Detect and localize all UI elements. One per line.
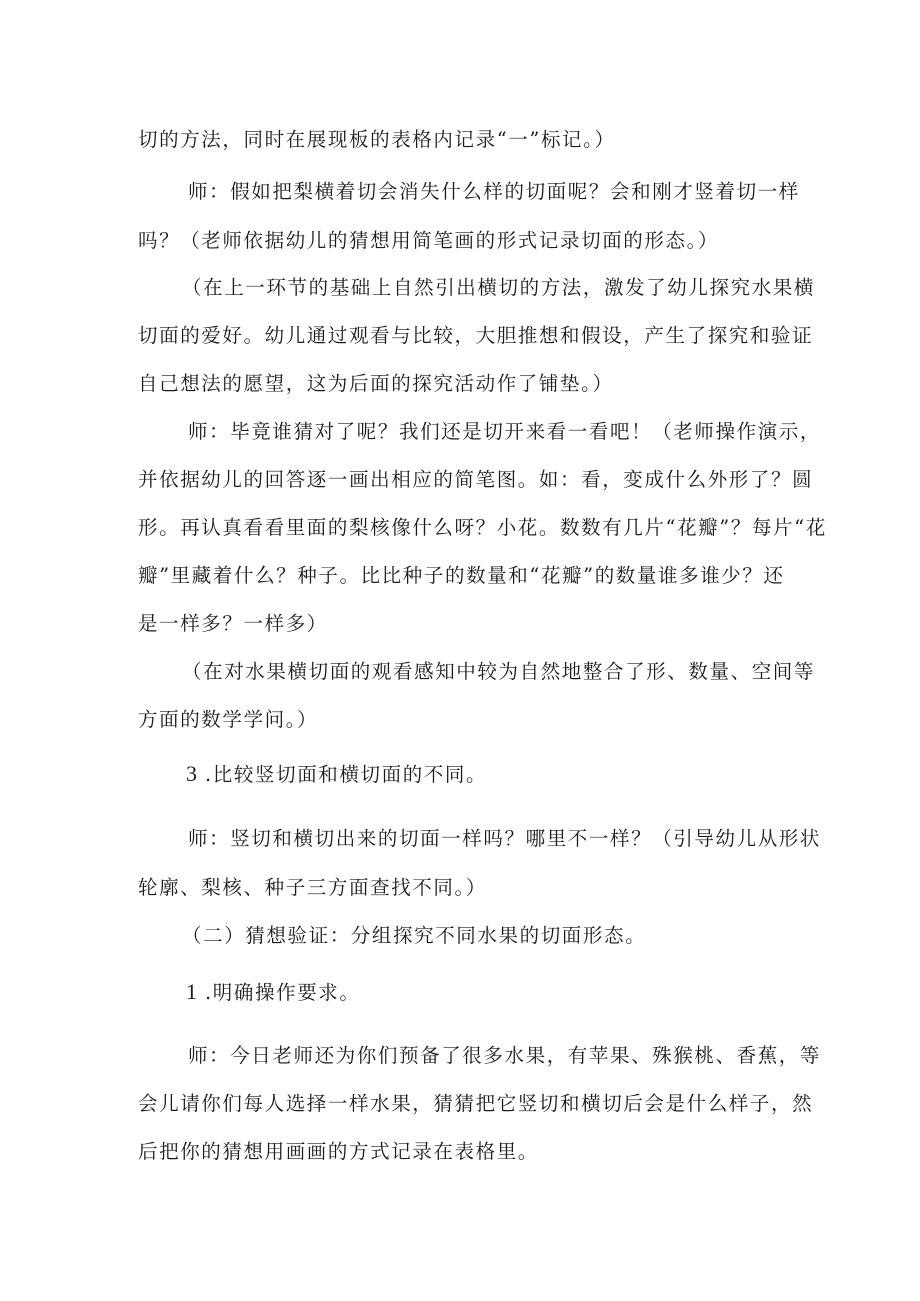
- section-heading: （二）猜想验证：分组探究不同水果的切面形态。: [182, 924, 647, 947]
- text-line: 自己想法的愿望，这为后面的探究活动作了铺垫。）: [138, 372, 614, 395]
- text-line: 切的方法，同时在展现板的表格内记录“一”标记。）: [138, 128, 616, 151]
- text-line: 师：今日老师还为你们预备了很多水果，有苹果、殊猴桃、香蕉，等: [188, 1044, 822, 1067]
- text-line: （在上一环节的基础上自然引出横切的方法，激发了幼儿探究水果横: [182, 276, 816, 299]
- heading-number: 1: [186, 979, 197, 1004]
- text-line: 师：竖切和横切出来的切面一样吗？哪里不一样？（引导幼儿从形状: [188, 827, 822, 850]
- text-line: 后把你的猜想用画画的方式记录在表格里。: [138, 1140, 539, 1163]
- heading-text: .比较竖切面和横切面的不同。: [205, 763, 488, 786]
- text-line: 是一样多？一样多）: [138, 612, 328, 635]
- text-line: 瓣”里藏着什么？种子。比比种子的数量和“花瓣”的数量谁多谁少？还: [138, 564, 785, 587]
- text-line: （在对水果横切面的观看感知中较为自然地整合了形、数量、空间等: [182, 660, 816, 683]
- heading-number: 3: [186, 761, 197, 786]
- text-line: 师：假如把梨横着切会消失什么样的切面呢？会和刚才竖着切一样: [188, 180, 800, 203]
- text-line: 师：毕竟谁猜对了呢？我们还是切开来看一看吧！（老师操作演示，: [188, 420, 822, 443]
- text-line: 方面的数学学问。）: [138, 708, 319, 731]
- text-line: 吗？（老师依据幼儿的猜想用简笔画的形式记录切面的形态。）: [138, 229, 720, 252]
- text-line: 并依据幼儿的回答逐一画出相应的简笔图。如：看，变成什么外形了？圆: [138, 468, 814, 491]
- text-line: 形。再认真看看里面的梨核像什么呀？小花。数数有几片“花瓣”？每片“花: [138, 516, 827, 539]
- text-line: 轮廓、梨核、种子三方面查找不同。）: [138, 876, 487, 899]
- numbered-heading: [186, 760, 487, 789]
- text-line: 切面的爱好。幼儿通过观看与比较，大胆推想和假设，产生了探究和验证: [138, 324, 814, 347]
- heading-text: .明确操作要求。: [205, 981, 361, 1004]
- text-line: 会儿请你们每人选择一样水果，猜猜把它竖切和横切后会是什么样子，然: [138, 1092, 814, 1115]
- numbered-heading: [186, 978, 361, 1007]
